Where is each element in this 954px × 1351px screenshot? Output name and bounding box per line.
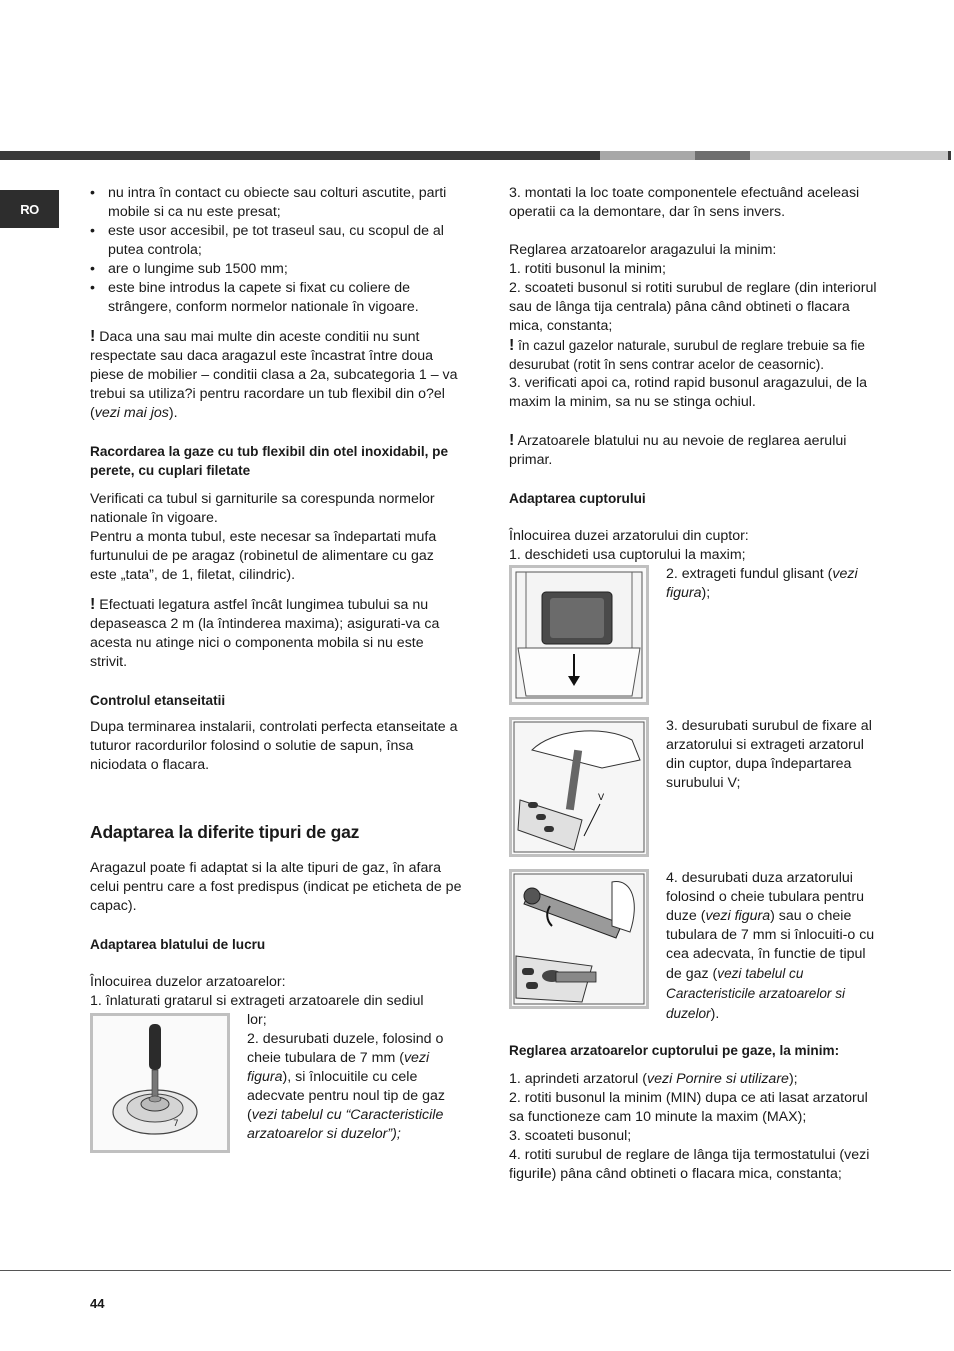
step-text: 3. verificati apoi ca, rotind rapid busonul aragazului, de la maxim la minim, sa nu se stinga ochiul. (509, 375, 868, 410)
svg-text:7: 7 (173, 1119, 179, 1129)
subheading: Racordarea la gaze cu tub flexibil din otel inoxidabil, pe perete, cu cuplari filetate (90, 444, 449, 478)
figure-caption: 2. extrageti fundul glisant (vezi figura); (666, 566, 858, 601)
warning-note: ! Arzatoarele blatului nu au nevoie de reglarea aerului primar. (509, 432, 847, 468)
screwdriver-burner-illustration (93, 1016, 227, 1150)
figure-caption: lor; 2. desurubati duzele, folosind o cheie tubulara de 7 mm (vezi figura), si înlocuitile cu cele adecvate pentru noul tip de gaz (vezi tabelul cu “Caracteristicile arzatoarelor si duzelor”); (247, 1012, 445, 1142)
paragraph: Înlocuirea duzei arzatorului din cuptor: (509, 528, 749, 544)
header-bar-segment (600, 151, 695, 160)
step-text: 3. montati la loc toate componentele efectuând aceleasi operatii ca la demontare, dar în sens invers. (509, 185, 860, 220)
list-item: • este usor accesibil, pe tot traseul sau, cu scopul de al putea controla; (90, 222, 462, 260)
warning-note: ! în cazul gazelor naturale, surubul de reglare trebuie sa fie desurubat (rotit în sens contrar acelor de ceasornic). (509, 337, 865, 372)
subheading: Adaptarea cuptorului (509, 491, 646, 506)
right-column (509, 184, 881, 1184)
nozzle-wrench-illustration (512, 872, 646, 1006)
figure-caption: 3. desurubati surubul de fixare al arzatorului si extrageti arzatorul din cuptor, dupa îndepartarea surubului V; (666, 718, 872, 791)
screw-removal-illustration (512, 720, 646, 854)
step-text: 1. aprindeti arzatorul (vezi Pornire si utilizare); (509, 1071, 798, 1087)
step-text: 1. rotiti busonul la minim; (509, 261, 666, 277)
sliding-floor-illustration (512, 568, 646, 702)
left-column (90, 184, 462, 1161)
step-text: 4. rotiti surubul de reglare de lânga tija termostatului (vezi figurile) pâna când obtineti o flacara mica, constanta; (509, 1147, 870, 1182)
step-text: 2. rotiti busonul la minim (MIN) dupa ce ati lasat arzatorul sa functioneze cam 10 minute la maxim (MAX); (509, 1090, 868, 1125)
step-text: 2. scoateti busonul si rotiti surubul de reglare (din interiorul sau de lânga tija centrala) pâna când obtineti o flacara mica, constanta; (509, 280, 877, 334)
footer-rule (0, 1270, 951, 1271)
subheading: Controlul etanseitatii (90, 693, 226, 708)
nozzle-wrench-figure (509, 869, 649, 1009)
header-color-bar (0, 151, 954, 160)
language-tab: RO (0, 190, 59, 228)
burner-screw-figure (509, 717, 649, 857)
header-bar-segment (695, 151, 750, 160)
paragraph: Reglarea arzatoarelor aragazului la minim: (509, 242, 777, 258)
header-bar-segment (0, 151, 600, 160)
header-bar-segment (750, 151, 948, 160)
figure-caption: 4. desurubati duza arzatorului folosind o cheie tubulara pentru duze (vezi figura) sau o cheie tubulara de 7 mm si înlocuiti-o cu cea adecvata, în functie de tipul de gaz (vezi tabelul cu Caracteristicile arzatoarelor si duzelor). (666, 870, 875, 1022)
paragraph: Verificati ca tubul si garniturile sa corespunda normelor nationale în vigoare. (90, 491, 435, 526)
warning-note: ! Daca una sau mai multe din aceste conditii nu sunt respectate sau daca aragazul este încastrat între doua piese de mobilier – conditii clasa a 2a, subcategoria 1 – va trebui sa utiliza?i pentru racordare un tub flexibil din o?el (vezi mai jos). (90, 328, 458, 421)
header-bar-segment (948, 151, 951, 160)
paragraph: Înlocuirea duzelor arzatoarelor: (90, 974, 286, 990)
screw-v-label: V (598, 793, 605, 803)
subheading: Reglarea arzatoarelor cuptorului pe gaze, la minim: (509, 1043, 840, 1058)
oven-floor-figure (509, 565, 649, 705)
step-text: 3. scoateti busonul; (509, 1128, 632, 1144)
paragraph: Aragazul poate fi adaptat si la alte tipuri de gaz, în afara celui pentru care a fost predispus (indicat pe eticheta de pe capac). (90, 860, 462, 914)
paragraph: Pentru a monta tubul, este necesar sa îndepartati mufa furtunului de pe aragaz (robinetul de alimentare cu gaz este „tata”, de 1, filetat, cilindric). (90, 529, 437, 583)
paragraph: Dupa terminarea instalarii, controlati perfecta etanseitate a tuturor racordurilor folosind o solutie de sapun, însa niciodata o flacara. (90, 719, 458, 773)
list-item: • are o lungime sub 1500 mm; (90, 260, 462, 279)
section-title: Adaptarea la diferite tipuri de gaz (90, 822, 360, 842)
subheading: Adaptarea blatului de lucru (90, 937, 266, 952)
list-item: • este bine introdus la capete si fixat cu coliere de strângere, conform normelor nationale în vigoare. (90, 279, 462, 317)
requirements-list (90, 184, 462, 317)
step-text: 1. deschideti usa cuptorului la maxim; (509, 547, 746, 563)
step-text: 1. înlaturati gratarul si extrageti arzatoarele din sediul (90, 993, 424, 1009)
page-number: 44 (90, 1296, 105, 1311)
list-item: • nu intra în contact cu obiecte sau colturi ascutite, parti mobile si ca nu este presat; (90, 184, 462, 222)
warning-note: ! Efectuati legatura astfel încât lungimea tubului sa nu depaseasca 2 m (la întinderea maxima); asigurati-va ca acesta nu atinge nici o componenta mobila si nu este strivit. (90, 596, 440, 670)
burner-nozzle-figure (90, 1013, 230, 1153)
